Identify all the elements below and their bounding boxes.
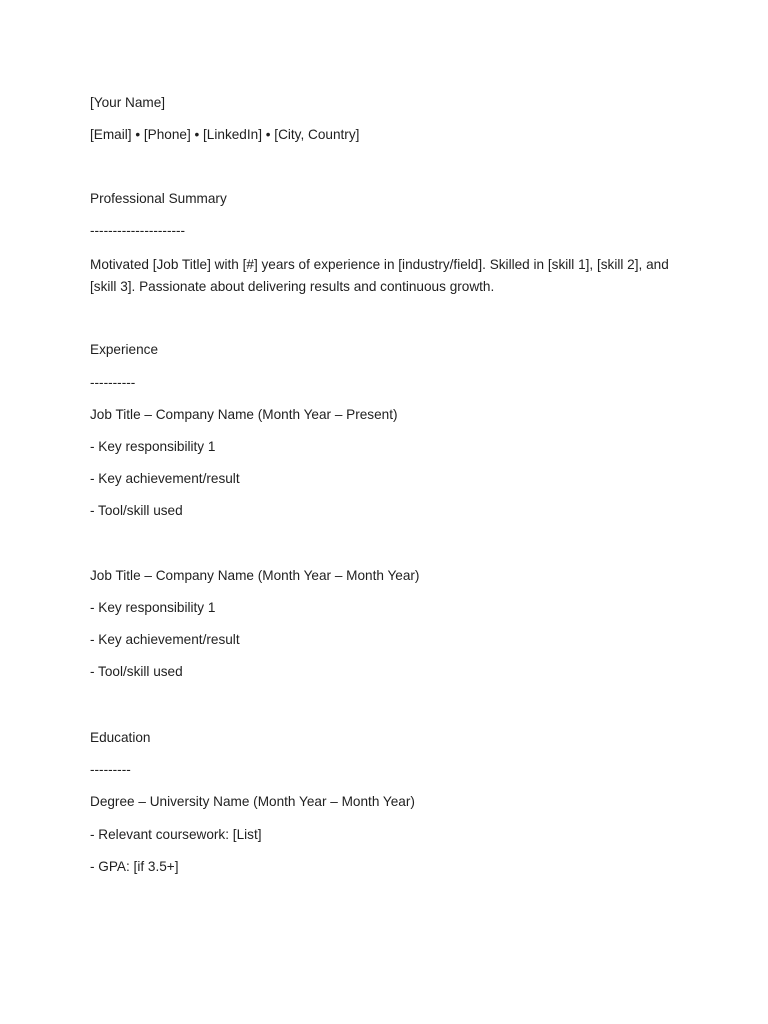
job-bullet: - Key responsibility 1 (90, 439, 216, 454)
job-title: Job Title – Company Name (Month Year – Present) (90, 407, 398, 422)
summary-text: Motivated [Job Title] with [#] years of experience in [industry/field]. Skilled in [skill 1], [skill 2], and [skill 3]. Passionate about delivering results and continuous growth. (90, 257, 669, 294)
education-bullet: - GPA: [if 3.5+] (90, 859, 179, 874)
education-rule: --------- (90, 762, 131, 777)
education-bullet: - Relevant coursework: [List] (90, 827, 262, 842)
resume-name: [Your Name] (90, 95, 166, 110)
experience-heading: Experience (90, 342, 159, 357)
degree-line: Degree – University Name (Month Year – Month Year) (90, 794, 415, 809)
summary-rule: --------------------- (90, 223, 186, 238)
job-title: Job Title – Company Name (Month Year – Month Year) (90, 568, 420, 583)
job-bullet: - Tool/skill used (90, 503, 183, 518)
experience-rule: ---------- (90, 375, 136, 390)
contact-line: [Email] • [Phone] • [LinkedIn] • [City, Country] (90, 127, 360, 142)
job-bullet: - Key achievement/result (90, 471, 240, 486)
job-bullet: - Key responsibility 1 (90, 600, 216, 615)
job-bullet: - Key achievement/result (90, 632, 240, 647)
education-heading: Education (90, 730, 151, 745)
job-bullet: - Tool/skill used (90, 664, 183, 679)
summary-heading: Professional Summary (90, 191, 227, 206)
